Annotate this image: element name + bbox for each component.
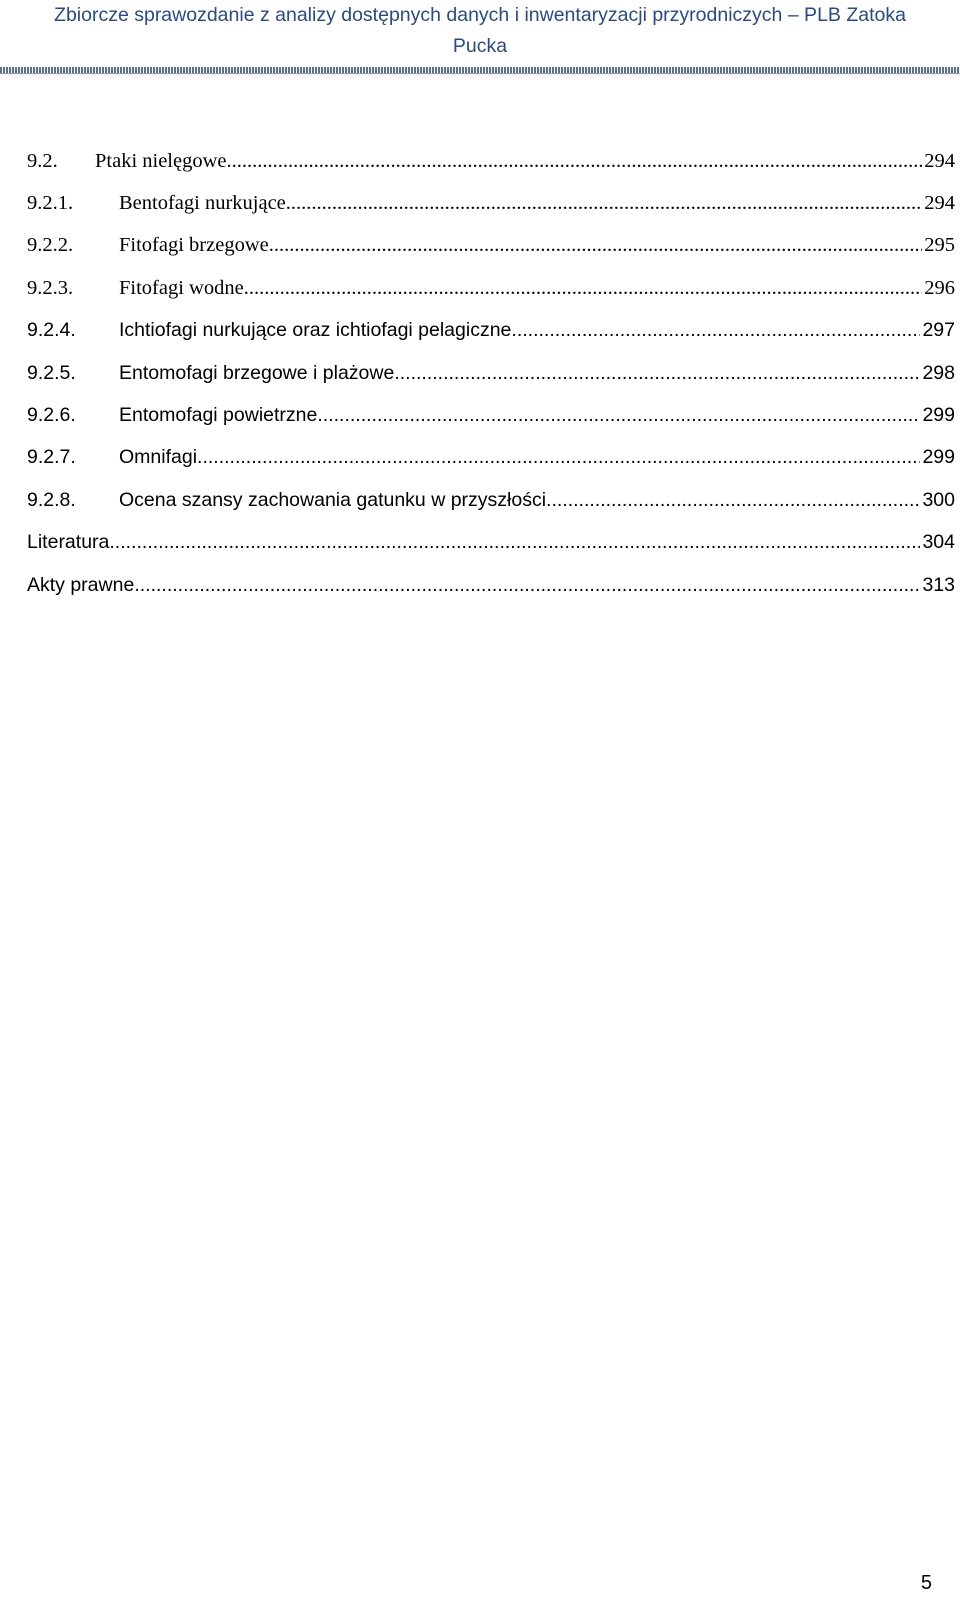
toc-entry-number: 9.2.1.: [27, 192, 74, 215]
table-of-contents: [27, 140, 955, 606]
toc-dot-leader: [244, 277, 923, 300]
toc-dot-leader: [286, 192, 922, 215]
toc-dot-leader: [269, 234, 923, 257]
toc-entry[interactable]: [27, 394, 955, 436]
toc-entry-title: Ocena szansy zachowania gatunku w przyszłości: [119, 488, 547, 511]
toc-entry-title: Fitofagi brzegowe: [119, 234, 269, 257]
toc-entry-number: 9.2.3.: [27, 276, 74, 299]
toc-dot-leader: [546, 489, 920, 512]
toc-entry-page: 296: [924, 276, 955, 299]
toc-entry-number: 9.2.8.: [27, 488, 76, 511]
toc-entry-page: 295: [924, 234, 955, 257]
toc-entry-title: Fitofagi wodne: [119, 276, 244, 299]
toc-entry-page: 297: [922, 319, 955, 342]
toc-entry-page: 298: [922, 361, 955, 384]
toc-entry[interactable]: [27, 437, 955, 479]
toc-entry[interactable]: [27, 225, 955, 267]
toc-entry-title: Entomofagi brzegowe i plażowe: [119, 361, 395, 384]
toc-entry-title: Entomofagi powietrzne: [119, 404, 318, 427]
toc-entry-title: Akty prawne: [27, 573, 135, 596]
toc-dot-leader: [134, 574, 920, 597]
running-header: [0, 0, 960, 62]
toc-entry[interactable]: [27, 140, 955, 182]
toc-entry[interactable]: [27, 564, 955, 606]
toc-dot-leader: [109, 531, 920, 554]
toc-entry-title: Omnifagi: [119, 446, 198, 469]
toc-entry-page: 299: [922, 446, 955, 469]
toc-entry-title: Literatura: [27, 531, 110, 554]
toc-entry-title: Bentofagi nurkujące: [119, 192, 286, 215]
toc-dot-leader: [227, 150, 923, 173]
toc-entry-page: 294: [924, 149, 955, 172]
header-rule: [0, 67, 960, 73]
toc-entry[interactable]: [27, 182, 955, 224]
toc-entry-page: 304: [922, 531, 955, 554]
toc-entry[interactable]: [27, 310, 955, 352]
toc-entry-number: 9.2.6.: [27, 404, 76, 427]
toc-entry-number: 9.2.: [27, 149, 58, 172]
toc-entry[interactable]: [27, 522, 955, 564]
toc-entry-number: 9.2.2.: [27, 234, 74, 257]
toc-entry-page: 300: [922, 488, 955, 511]
toc-dot-leader: [511, 319, 920, 342]
toc-entry[interactable]: [27, 479, 955, 521]
running-header-line-1: Zbiorcze sprawozdanie z analizy dostępnych danych i inwentaryzacji przyrodniczych – PLB Zatoka: [54, 4, 906, 26]
toc-entry-title: Ptaki nielęgowe: [95, 149, 227, 172]
toc-dot-leader: [197, 446, 920, 469]
toc-entry[interactable]: [27, 352, 955, 394]
toc-entry-page: 313: [922, 573, 955, 596]
toc-entry-number: 9.2.7.: [27, 446, 76, 469]
toc-entry[interactable]: [27, 267, 955, 309]
toc-entry-number: 9.2.5.: [27, 361, 76, 384]
toc-entry-page: 299: [922, 404, 955, 427]
toc-entry-number: 9.2.4.: [27, 319, 76, 342]
toc-entry-title: Ichtiofagi nurkujące oraz ichtiofagi pelagiczne: [119, 319, 512, 342]
page-number: 5: [920, 1572, 932, 1594]
toc-entry-page: 294: [924, 192, 955, 215]
toc-dot-leader: [317, 404, 920, 427]
running-header-line-2: Pucka: [452, 35, 508, 57]
toc-dot-leader: [394, 362, 920, 385]
